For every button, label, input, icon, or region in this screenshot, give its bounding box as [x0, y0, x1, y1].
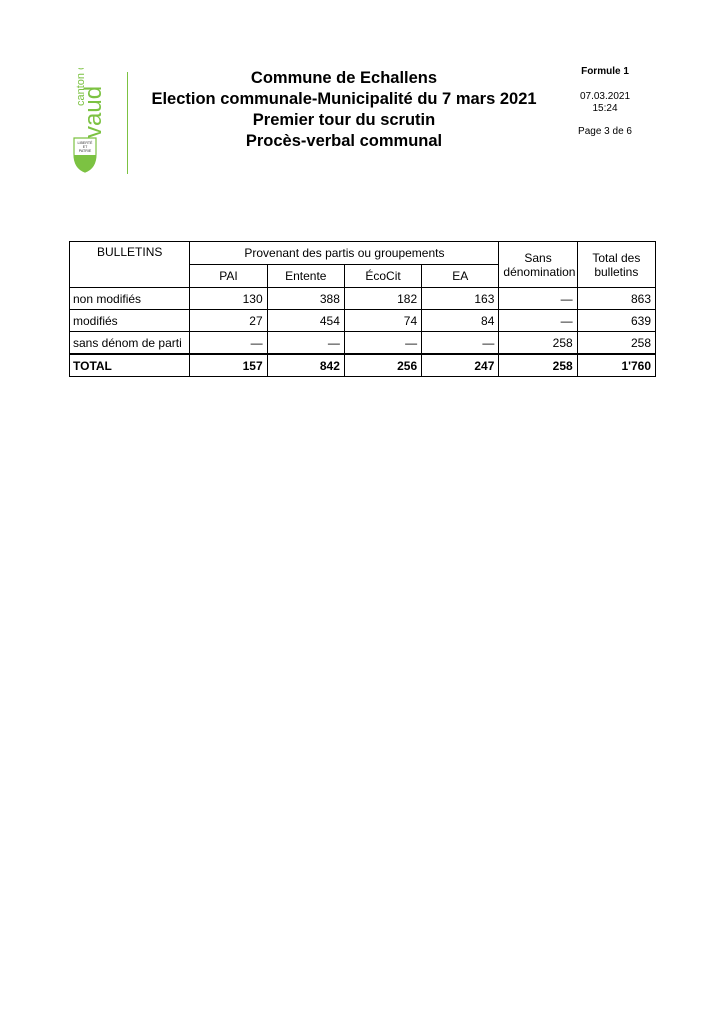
total-value: 247 [422, 354, 499, 377]
header-bulletins: BULLETINS [70, 242, 190, 288]
cell-value: — [344, 332, 421, 355]
cell-value: 74 [344, 310, 421, 332]
page-number: Page 3 de 6 [578, 126, 632, 137]
header-total-line1: Total des [592, 250, 641, 265]
document-date: 07.03.2021 [579, 91, 631, 102]
cell-sans: — [499, 310, 577, 332]
grand-total: 1'760 [577, 354, 655, 377]
document-meta [560, 66, 650, 138]
document-header [130, 68, 558, 152]
logo-divider [127, 72, 128, 174]
total-sans: 258 [499, 354, 577, 377]
logo-motto-2: ET [82, 145, 88, 149]
total-value: 157 [190, 354, 267, 377]
header-sans-line2: dénomination [503, 264, 576, 279]
header-party: EA [422, 265, 499, 288]
cell-value: 454 [267, 310, 344, 332]
cell-value: 163 [422, 288, 499, 310]
canton-vaud-logo [70, 68, 110, 176]
header-party: Entente [267, 265, 344, 288]
total-row [70, 354, 656, 377]
cell-value: 130 [190, 288, 267, 310]
cell-total: 639 [577, 310, 655, 332]
cell-value: — [422, 332, 499, 355]
cell-value: 27 [190, 310, 267, 332]
header-party: PAI [190, 265, 267, 288]
header-party: ÉcoCit [344, 265, 421, 288]
header-total-bulletins [577, 242, 655, 288]
table-row [70, 310, 656, 332]
commune-title: Commune de Echallens [250, 69, 438, 87]
vaud-logo-icon [70, 68, 110, 176]
header-sans-line1: Sans [524, 250, 552, 265]
election-title: Election communale-Municipalité du 7 mars 2021 [151, 90, 537, 108]
row-label: modifiés [70, 310, 190, 332]
header-provenant: Provenant des partis ou groupements [190, 242, 499, 265]
table-row [70, 288, 656, 310]
cell-value: — [267, 332, 344, 355]
round-title: Premier tour du scrutin [252, 111, 436, 129]
header-total-line2: bulletins [594, 264, 639, 279]
total-value: 256 [344, 354, 421, 377]
logo-motto-1: LIBERTÉ [77, 141, 93, 145]
logo-text-vaud: vaud [80, 85, 107, 138]
logo-text-canton: canton de [75, 68, 87, 106]
total-value: 842 [267, 354, 344, 377]
table-header-row [70, 242, 656, 265]
document-time: 15:24 [592, 103, 618, 114]
report-title: Procès-verbal communal [245, 132, 443, 150]
cell-total: 863 [577, 288, 655, 310]
header-sans-denomination [499, 242, 577, 288]
cell-value: — [190, 332, 267, 355]
total-label: TOTAL [70, 354, 190, 377]
results-table [69, 241, 656, 377]
table-row [70, 332, 656, 355]
cell-value: 84 [422, 310, 499, 332]
formule-label: Formule 1 [581, 66, 629, 77]
logo-motto-3: PATRIE [78, 149, 92, 153]
row-label: non modifiés [70, 288, 190, 310]
row-label: sans dénom de parti [70, 332, 190, 355]
cell-value: 182 [344, 288, 421, 310]
cell-sans: 258 [499, 332, 577, 355]
cell-sans: — [499, 288, 577, 310]
cell-total: 258 [577, 332, 655, 355]
cell-value: 388 [267, 288, 344, 310]
